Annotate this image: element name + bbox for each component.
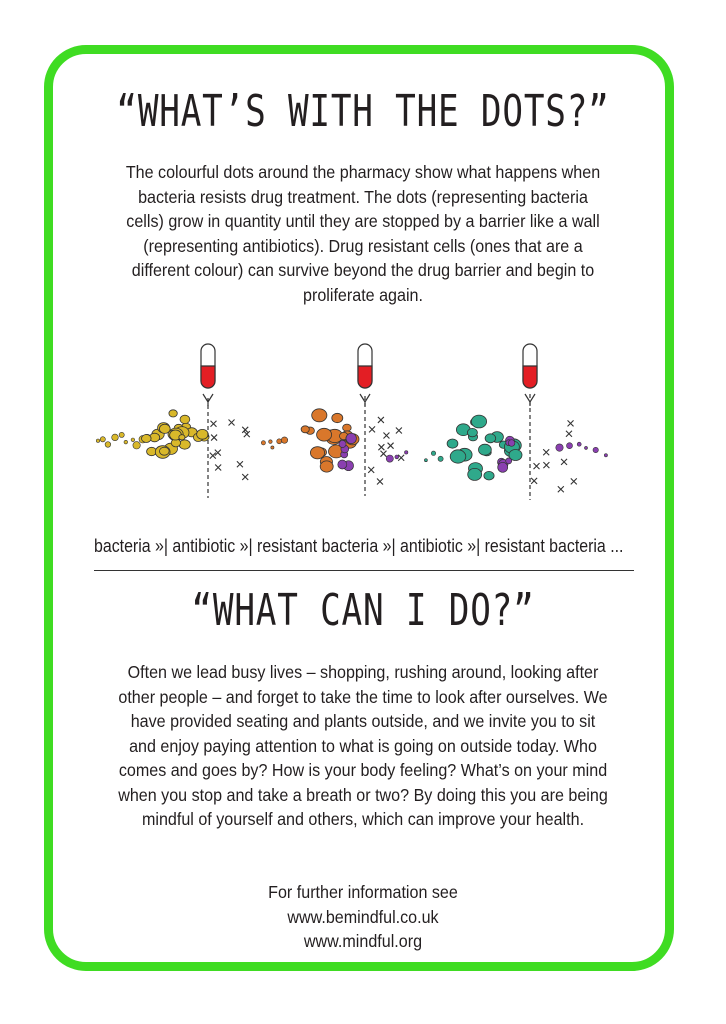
- bacteria-dot: [269, 440, 273, 444]
- bacteria-dot: [112, 434, 119, 441]
- antibiotic-cross: [369, 426, 375, 432]
- antibiotic-cross: [531, 478, 537, 484]
- antibiotic-cross: [378, 444, 384, 450]
- capsule-fill: [358, 366, 372, 388]
- link-bemindful[interactable]: www.bemindful.co.uk: [287, 906, 439, 927]
- antibiotic-cross: [543, 449, 549, 455]
- bacteria-dot: [197, 429, 209, 439]
- antibiotic-cross: [378, 417, 384, 423]
- bacteria-dot: [131, 438, 135, 442]
- divider: [94, 570, 634, 571]
- resistant-dot: [339, 440, 346, 447]
- bacteria-dot: [320, 461, 333, 472]
- antibiotic-cross: [210, 421, 216, 427]
- bacteria-dot: [160, 447, 170, 455]
- antibiotic-cross: [561, 459, 567, 465]
- what-can-i-do-heading: “WHAT CAN I DO?”: [191, 585, 535, 636]
- antibiotic-cross: [571, 478, 577, 484]
- bacteria-dot: [447, 439, 458, 448]
- bacteria-dot: [169, 410, 177, 417]
- bacteria-dot: [124, 440, 128, 444]
- bacteria-dot: [281, 437, 287, 443]
- antibiotic-cross: [215, 464, 221, 470]
- bacteria-dot: [312, 409, 327, 422]
- bacteria-dot: [585, 446, 588, 449]
- bacteria-dot: [467, 428, 477, 436]
- bacteria-dot: [261, 441, 265, 445]
- bacteria-dot: [105, 442, 111, 448]
- antibiotic-cross: [242, 474, 248, 480]
- antibiotic-cross: [543, 462, 549, 468]
- dots-heading: “WHAT’S WITH THE DOTS?”: [116, 86, 610, 137]
- bacteria-dot: [179, 440, 190, 449]
- bacteria-dot: [159, 424, 170, 433]
- resistant-dot: [346, 433, 356, 443]
- capsule-fill: [523, 366, 537, 388]
- bacteria-dot: [479, 444, 492, 455]
- bacteria-dot: [405, 451, 408, 454]
- bacteria-dot: [424, 459, 427, 462]
- antibiotic-cross: [396, 427, 402, 433]
- antibiotic-cross: [383, 433, 389, 439]
- bacteria-dot: [301, 426, 309, 433]
- bacteria-dot: [179, 435, 185, 440]
- antibiotic-cross: [380, 451, 386, 457]
- bacteria-dot: [310, 447, 324, 459]
- bacteria-dot: [142, 435, 152, 443]
- resistant-dot: [508, 440, 515, 447]
- resistant-dot: [498, 462, 508, 472]
- antibiotic-cross: [229, 419, 235, 425]
- bacteria-dot: [100, 437, 105, 442]
- resistant-dot: [338, 460, 347, 469]
- antibiotic-cross: [534, 463, 540, 469]
- dots-explanation: The colourful dots around the pharmacy show what happens when bacteria resists drug treatment. The dots (representing bacteria cells) grow in quantity until they are stopped by a barrier like a wall (representing antibiotics). Drug resistant cells (ones that are a different colour) can survive beyond the drug barrier and begin to proliferate again.: [125, 162, 601, 305]
- capsule-fill: [201, 366, 215, 388]
- link-mindful[interactable]: www.mindful.org: [303, 931, 423, 951]
- bacteria-dot: [332, 413, 343, 422]
- bacteria-dot: [343, 424, 352, 431]
- antibiotic-cross: [566, 431, 572, 437]
- bacteria-dot: [395, 455, 399, 459]
- antibiotic-cross: [368, 467, 374, 473]
- antibiotic-cross: [398, 455, 404, 461]
- bacteria-dot: [485, 434, 496, 443]
- antibiotic-cross: [377, 479, 383, 485]
- bacteria-dot: [180, 415, 190, 423]
- bacteria-dot: [556, 444, 563, 451]
- resistant-dot: [506, 458, 512, 464]
- bacteria-dot: [577, 442, 581, 446]
- bacteria-dot: [468, 468, 482, 480]
- bacteria-dot: [567, 443, 573, 449]
- bacteria-dot: [96, 439, 99, 442]
- antibiotic-cross: [568, 420, 574, 426]
- bacteria-dot: [438, 456, 443, 461]
- antibiotic-cross: [211, 435, 217, 441]
- antibiotic-cross: [388, 443, 394, 449]
- bacteria-dot: [271, 446, 274, 449]
- bacteria-dot: [484, 471, 494, 480]
- bacteria-dot: [450, 450, 466, 463]
- illustration-legend: bacteria »| antibiotic »| resistant bacteria »| antibiotic »| resistant bacteria ...: [94, 535, 624, 556]
- bacteria-illustration: [88, 338, 640, 508]
- what-can-i-do-text: Often we lead busy lives – shopping, rushing around, looking after other people – and forget to take the time to look after ourselves. We have provided seating and plants outside, and we invite you to sit and enjoy paying attention to what is going on outside today. Who comes and goes by? How is your body feeling? What’s on your mind when you stop and take a breath or two? By doing this you are being mindful of yourself and others, which can improve your health.: [118, 662, 608, 829]
- bacteria-dot: [431, 451, 435, 455]
- bacteria-dot: [386, 455, 393, 462]
- antibiotic-cross: [237, 461, 243, 467]
- further-info: [117, 880, 608, 954]
- bacteria-dot: [133, 442, 140, 449]
- bacteria-dot: [593, 447, 598, 452]
- bacteria-dot: [604, 454, 607, 457]
- bacteria-dot: [317, 428, 332, 441]
- antibiotic-cross: [558, 486, 564, 492]
- bacteria-dot: [119, 432, 124, 437]
- bacteria-dot: [471, 415, 486, 428]
- info-intro: For further information see: [268, 882, 458, 902]
- bacteria-dot: [277, 439, 282, 444]
